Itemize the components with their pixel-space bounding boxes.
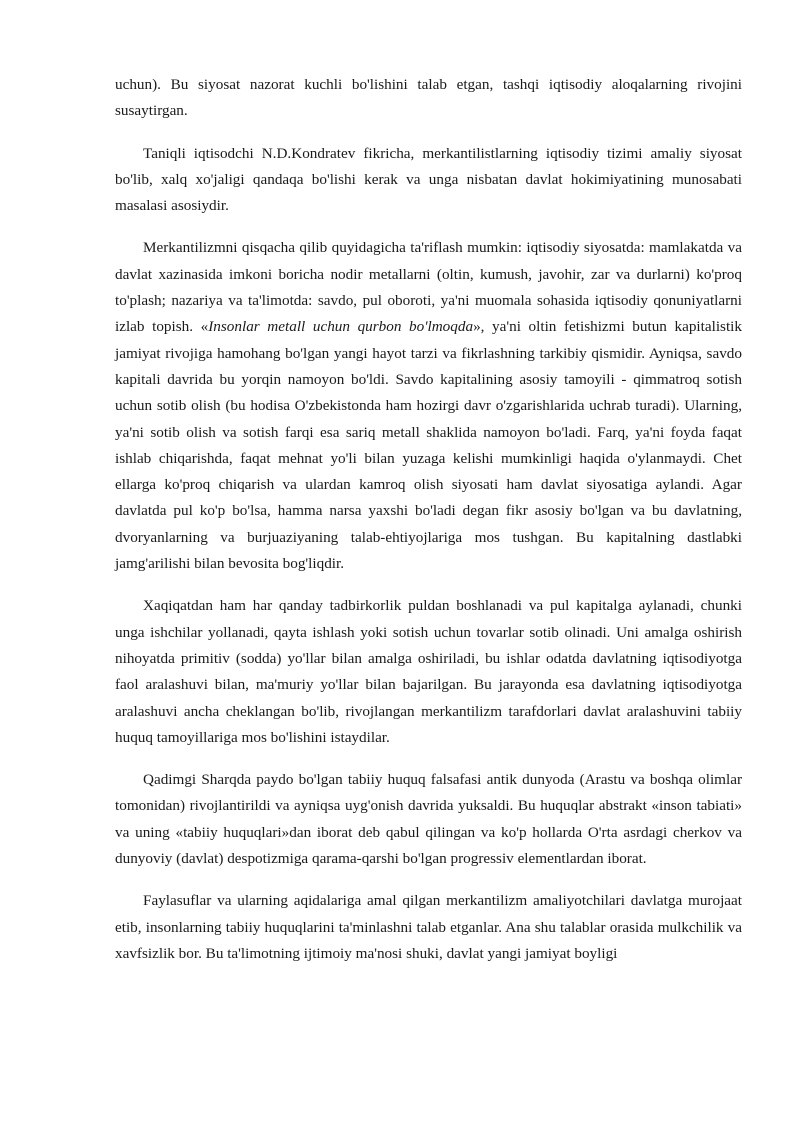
paragraph-6: Faylasuflar va ularning aqidalariga amal qilgan merkantilizm amaliyotchilari davlatga murojaat etib, insonlarning tabiiy huquqlarini ta'minlashni talab etganlar. Ana shu talablar orasida mulkchilik va xavfsizlik bor. Bu ta'limotning ijtimoiy ma'nosi shuki, davlat yangi jamiyat boyligi [115, 892, 742, 962]
paragraph-3-text-a: Merkantilizmni qisqacha qilib quyidagicha ta'riflash mumkin: iqtisodiy siyosatda: mamlakatda va davlat xazinasida imkoni boricha nodir metallarni (oltin, kumush, javohir, zar va durlarni) ko'proq to'plash; nazariya va ta'limotda: savdo, pul oboroti, ya'ni muomala sohasida iqtisodiy qonuniyatlarni izlab topish. « [115, 239, 742, 336]
paragraph-3-text-b: », ya'ni oltin fetishizmi butun kapitalistik jamiyat rivojiga hamohang bo'lgan yangi hayot tarzi va fikrlashning tarkibiy qismidir. Ayniqsa, savdo kapitali davrida bu yorqin namoyon bo'ldi. Savdo kapitalining asosiy tamoyili - qimmatroq sotish uchun sotib olish (bu hodisa O'zbekistonda ham hozirgi davr o'zgarishlarida uchrab turadi). Ularning, ya'ni sotib olish va sotish farqi esa sariq metall shaklida namoyon bo'ladi. Farq, ya'ni foyda faqat ishlab chiqarishda, faqat mehnat yo'li bilan yuzaga kelishi mumkinligi haqida o'ylanmaydi. Chet ellarga ko'proq chiqarish va ulardan kamroq olish siyosati ham davlat siyosatiga aylandi. Agar davlatda pul ko'p bo'lsa, hamma narsa yaxshi bo'ladi degan fikr asosiy bo'lgan va bu davlatning, dvoryanlarning va burjuaziyaning talab-ehtiyojlariga mos tushgan. Bu kapitalning dastlabki jamg'arilishi bilan bevosita bog'liqdir. [115, 318, 742, 573]
paragraph-5: Qadimgi Sharqda paydo bo'lgan tabiiy huquq falsafasi antik dunyoda (Arastu va boshqa olimlar tomonidan) rivojlantirildi va ayniqsa uyg'onish davrida yuksaldi. Bu huquqlar abstrakt «inson tabiati» va uning «tabiiy huquqlari»dan iborat deb qabul qilingan va ko'p hollarda O'rta asrdagi cherkov va dunyoviy (davlat) despotizmiga qarama-qarshi bo'lgan progressiv elementlardan iborat. [115, 771, 742, 868]
paragraph-1: uchun). Bu siyosat nazorat kuchli bo'lishini talab etgan, tashqi iqtisodiy aloqalarning rivojini susaytirgan. [115, 76, 742, 120]
paragraph-3 [115, 235, 742, 577]
document-page [115, 72, 742, 967]
paragraph-2: Taniqli iqtisodchi N.D.Kondratev fikricha, merkantilistlarning iqtisodiy tizimi amaliy siyosat bo'lib, xalq xo'jaligi qandaqa bo'lishi kerak va unga nisbatan davlat hokimiyatining munosabati masalasi asosiydir. [115, 144, 742, 215]
paragraph-3-italic-quote: Insonlar metall uchun qurbon bo'lmoqda [208, 318, 474, 336]
paragraph-4: Xaqiqatdan ham har qanday tadbirkorlik puldan boshlanadi va pul kapitalga aylanadi, chunki unga ishchilar yollanadi, qayta ishlash yoki sotish uchun tovarlar sotib olinadi. Uni amalga oshirish nihoyatda primitiv (sodda) yo'llar bilan amalga oshiriladi, bu ishlar odatda davlatning iqtisodiyotga faol aralashuvi bilan, ma'muriy yo'llar bilan bajarilgan. Bu jarayonda esa davlatning iqtisodiyotga aralashuvi ancha cheklangan bo'lib, rivojlangan merkantilizm tarafdorlari davlat aralashuvini tabiiy huquq tamoyillariga mos bo'lishini istaydilar. [115, 597, 742, 746]
